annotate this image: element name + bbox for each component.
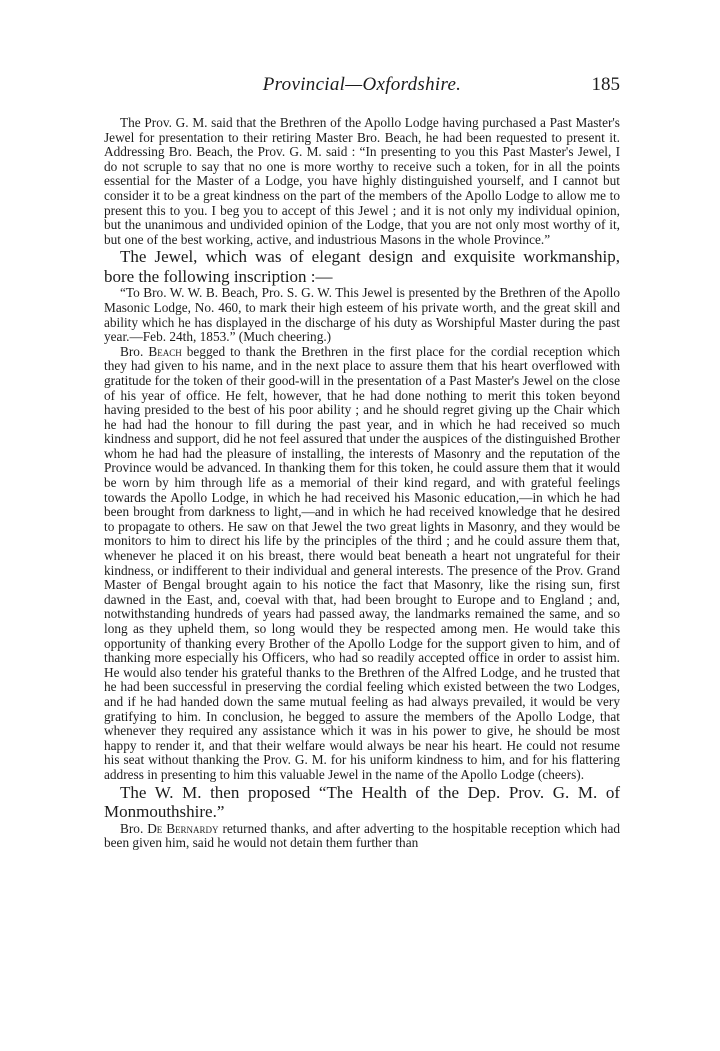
paragraph-de-bernardy-reply bbox=[104, 822, 620, 851]
paragraph-lead: Bro. bbox=[120, 820, 144, 836]
paragraph-toast: The W. M. then proposed “The Health of the Dep. Prov. G. M. of Monmouthshire.” bbox=[104, 782, 620, 822]
document-page bbox=[104, 72, 620, 851]
paragraph-inscription: “To Bro. W. W. B. Beach, Pro. S. G. W. This Jewel is presented by the Brethren of the Apollo Masonic Lodge, No. 460, to mark their high esteem of his private worth, and the great skill and ability which he has displayed in the discharge of his duty as Worshipful Master during the past year.—Feb. 24th, 1853.” (Much cheering.) bbox=[104, 285, 620, 345]
paragraph-text: begged to thank the Brethren in the first place for the cordial reception which they had given to his name, and in the next place to assure them that his heart overflowed with gratitude for the token of their good-will in the presentation of a Past Master's Jewel on the close of his year of office. He felt, however, that he had done nothing to merit this token beyond having presided to the best of his poor ability ; and he should regret giving up the Chair which he had had the honour to fill during the past year, and in which he had received so much kindness and support, did he not feel assured that under the auspices of the distinguished Brother whom he had had the pleasure of installing, the interests of Masonry and the reputation of the Province would be advanced. In thanking them for this token, he could assure them that it would be worn by him through life as a memorial of their kind regard, and with grateful feelings towards the Apollo Lodge, in which he had received his Masonic education,—in which he had been brought from darkness to light,—and in which he had received knowledge that he desired to propagate to others. He saw on that Jewel the two great lights in Masonry, and they would be monitors to him to direct his life by the principles of the third ; and he could assure them that, whenever he placed it on his breast, there would beat beneath a heart not ungrateful for their kindness, or indifferent to their individual and general interests. The presence of the Prov. Grand Master of Bengal brought again to his notice the fact that Masonry, like the rising sun, first dawned in the East, and, coeval with that, had been brought to Europe and to England ; and, notwithstanding hundreds of years had passed away, the landmarks remained the same, and so long as they upheld them, so long would they be respected among men. He would take this opportunity of thanking every Brother of the Apollo Lodge for the support given to him, and of thanking more especially his Officers, who had so readily accepted office in order to assist him. He would also tender his grateful thanks to the Brethren of the Alfred Lodge, and he trusted that he had been successful in preserving the cordial feeling which existed between the two Lodges, and if he had handed down the same mutual feeling as had always prevailed, it would be very gratifying to him. In conclusion, he begged to assure the members of the Apollo Lodge, that whenever they required any assistance which it was in his power to give, he should be most happy to render it, and that their welfare would always be near his heart. He could not resume his seat without thanking the Prov. G. M. for his uniform kindness to him, and for his flattering address in presenting to him this valuable Jewel in the name of the Apollo Lodge (cheers). bbox=[104, 343, 620, 782]
speaker-name: De Bernardy bbox=[147, 820, 219, 836]
paragraph-presentation-speech: The Prov. G. M. said that the Brethren of the Apollo Lodge having purchased a Past Master's Jewel for presentation to their retiring Master Bro. Beach, he had been requested to present it. Addressing Bro. Beach, the Prov. G. M. said : “In presenting to you this Past Master's Jewel, I do not scruple to say that no one is more worthy to receive such a token, for in all the points essential for the Master of a Lodge, you have highly distinguished yourself, and I cannot but consider it to be a great kindness on the part of the members of the Apollo Lodge to allow me to present this to you. I beg you to accept of this Jewel ; and it is not only my individual opinion, but the unanimous and undivided opinion of the Lodge, that you are not only most worthy of it, but one of the best working, active, and industrious Masons in the whole Province.” bbox=[104, 115, 620, 247]
paragraph-text: returned thanks, and after adverting to the hospitable reception which had been given him, said he would not detain them further than bbox=[104, 820, 620, 851]
running-title: Provincial—Oxfordshire. bbox=[262, 74, 462, 95]
paragraph-lead: Bro. bbox=[120, 343, 144, 359]
speaker-name: Beach bbox=[148, 343, 182, 359]
page-number: 185 bbox=[591, 74, 620, 95]
paragraph-jewel-description: The Jewel, which was of elegant design and exquisite workmanship, bore the following inscription :— bbox=[104, 247, 620, 286]
running-head bbox=[104, 72, 620, 102]
paragraph-beach-reply bbox=[104, 345, 620, 783]
